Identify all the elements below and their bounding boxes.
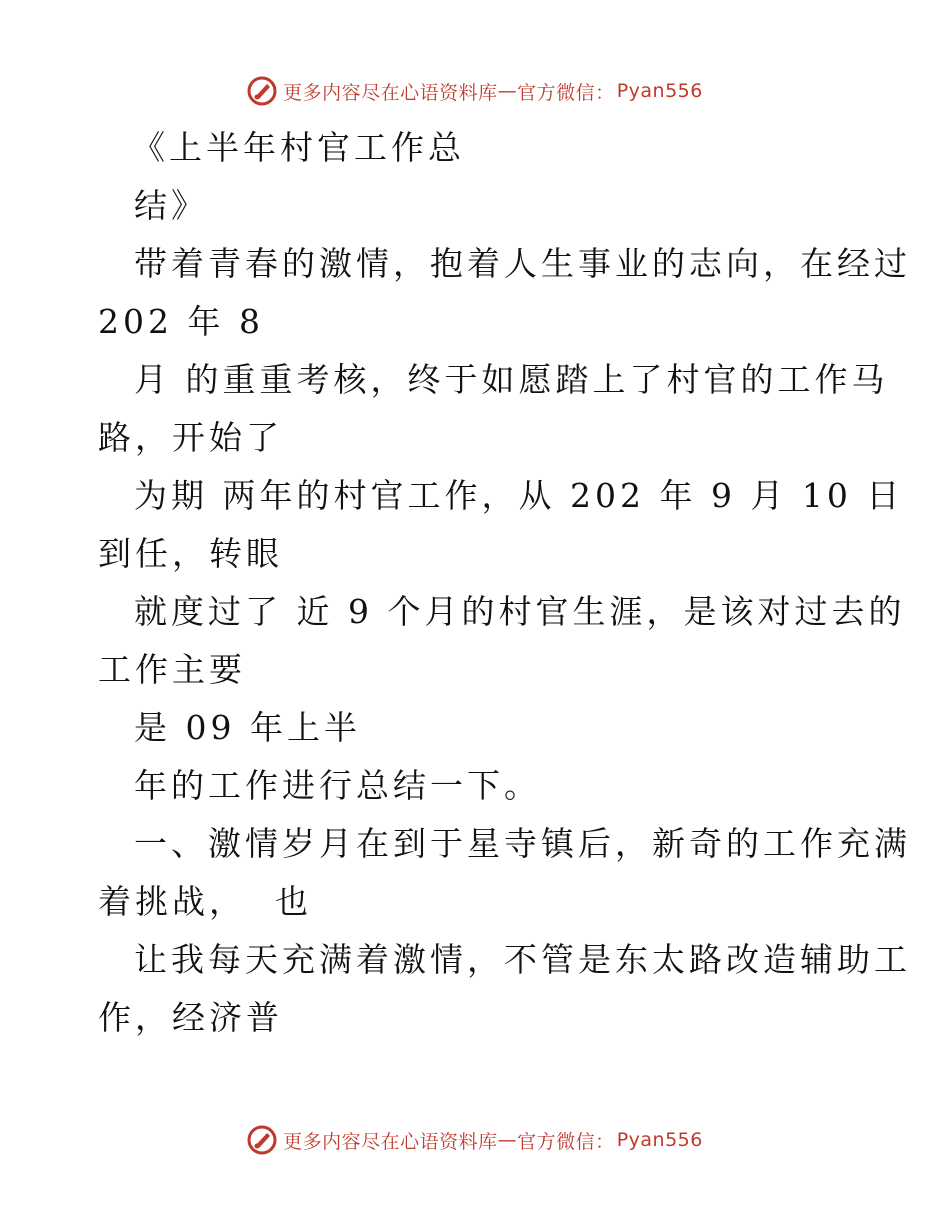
paragraph-line: 让我每天充满着激情，不管是东太路改造辅助工 — [134, 940, 911, 979]
doc-title-line-2: 结》 — [134, 186, 208, 225]
paragraph-line: 就度过了 近 9 个月的村官生涯，是该对过去的 — [134, 592, 906, 631]
paragraph-line: 年的工作进行总结一下。 — [134, 766, 541, 805]
brand-logo-icon — [247, 1125, 277, 1155]
paragraph-line: 是 09 年上半 — [134, 708, 361, 747]
header-watermark — [0, 74, 950, 108]
paragraph-line: 带着青春的激情，抱着人生事业的志向，在经过 — [134, 244, 911, 283]
watermark-text: 更多内容尽在心语资料库 — [283, 81, 498, 104]
watermark-wechat-id: Pyan556 — [616, 80, 703, 102]
paragraph-line: 一、激情岁月在到于星寺镇后，新奇的工作充满 — [134, 824, 911, 863]
watermark-dash: — — [497, 1129, 518, 1151]
paragraph-line: 着挑战， 也 — [98, 882, 312, 921]
brand-logo-icon — [247, 76, 277, 106]
paragraph-line: 作，经济普 — [98, 998, 283, 1037]
paragraph-line: 月 的重重考核，终于如愿踏上了村官的工作马 — [134, 360, 889, 399]
paragraph-line: 工作主要 — [98, 650, 246, 689]
paragraph-line: 路，开始了 — [98, 418, 283, 457]
watermark-text: 更多内容尽在心语资料库 — [283, 1130, 498, 1153]
watermark-wechat-id: Pyan556 — [616, 1129, 703, 1151]
watermark-wechat-label: 官方微信： — [517, 1130, 615, 1153]
paragraph-line: 202 年 8 — [98, 302, 264, 341]
doc-title-line-1: 《上半年村官工作总 — [132, 128, 465, 167]
footer-watermark — [0, 1123, 950, 1157]
watermark-wechat-label: 官方微信： — [517, 81, 615, 104]
paragraph-line: 到任，转眼 — [98, 534, 283, 573]
paragraph-line: 为期 两年的村官工作，从 202 年 9 月 10 日 — [134, 476, 904, 515]
watermark-dash: — — [497, 80, 518, 102]
